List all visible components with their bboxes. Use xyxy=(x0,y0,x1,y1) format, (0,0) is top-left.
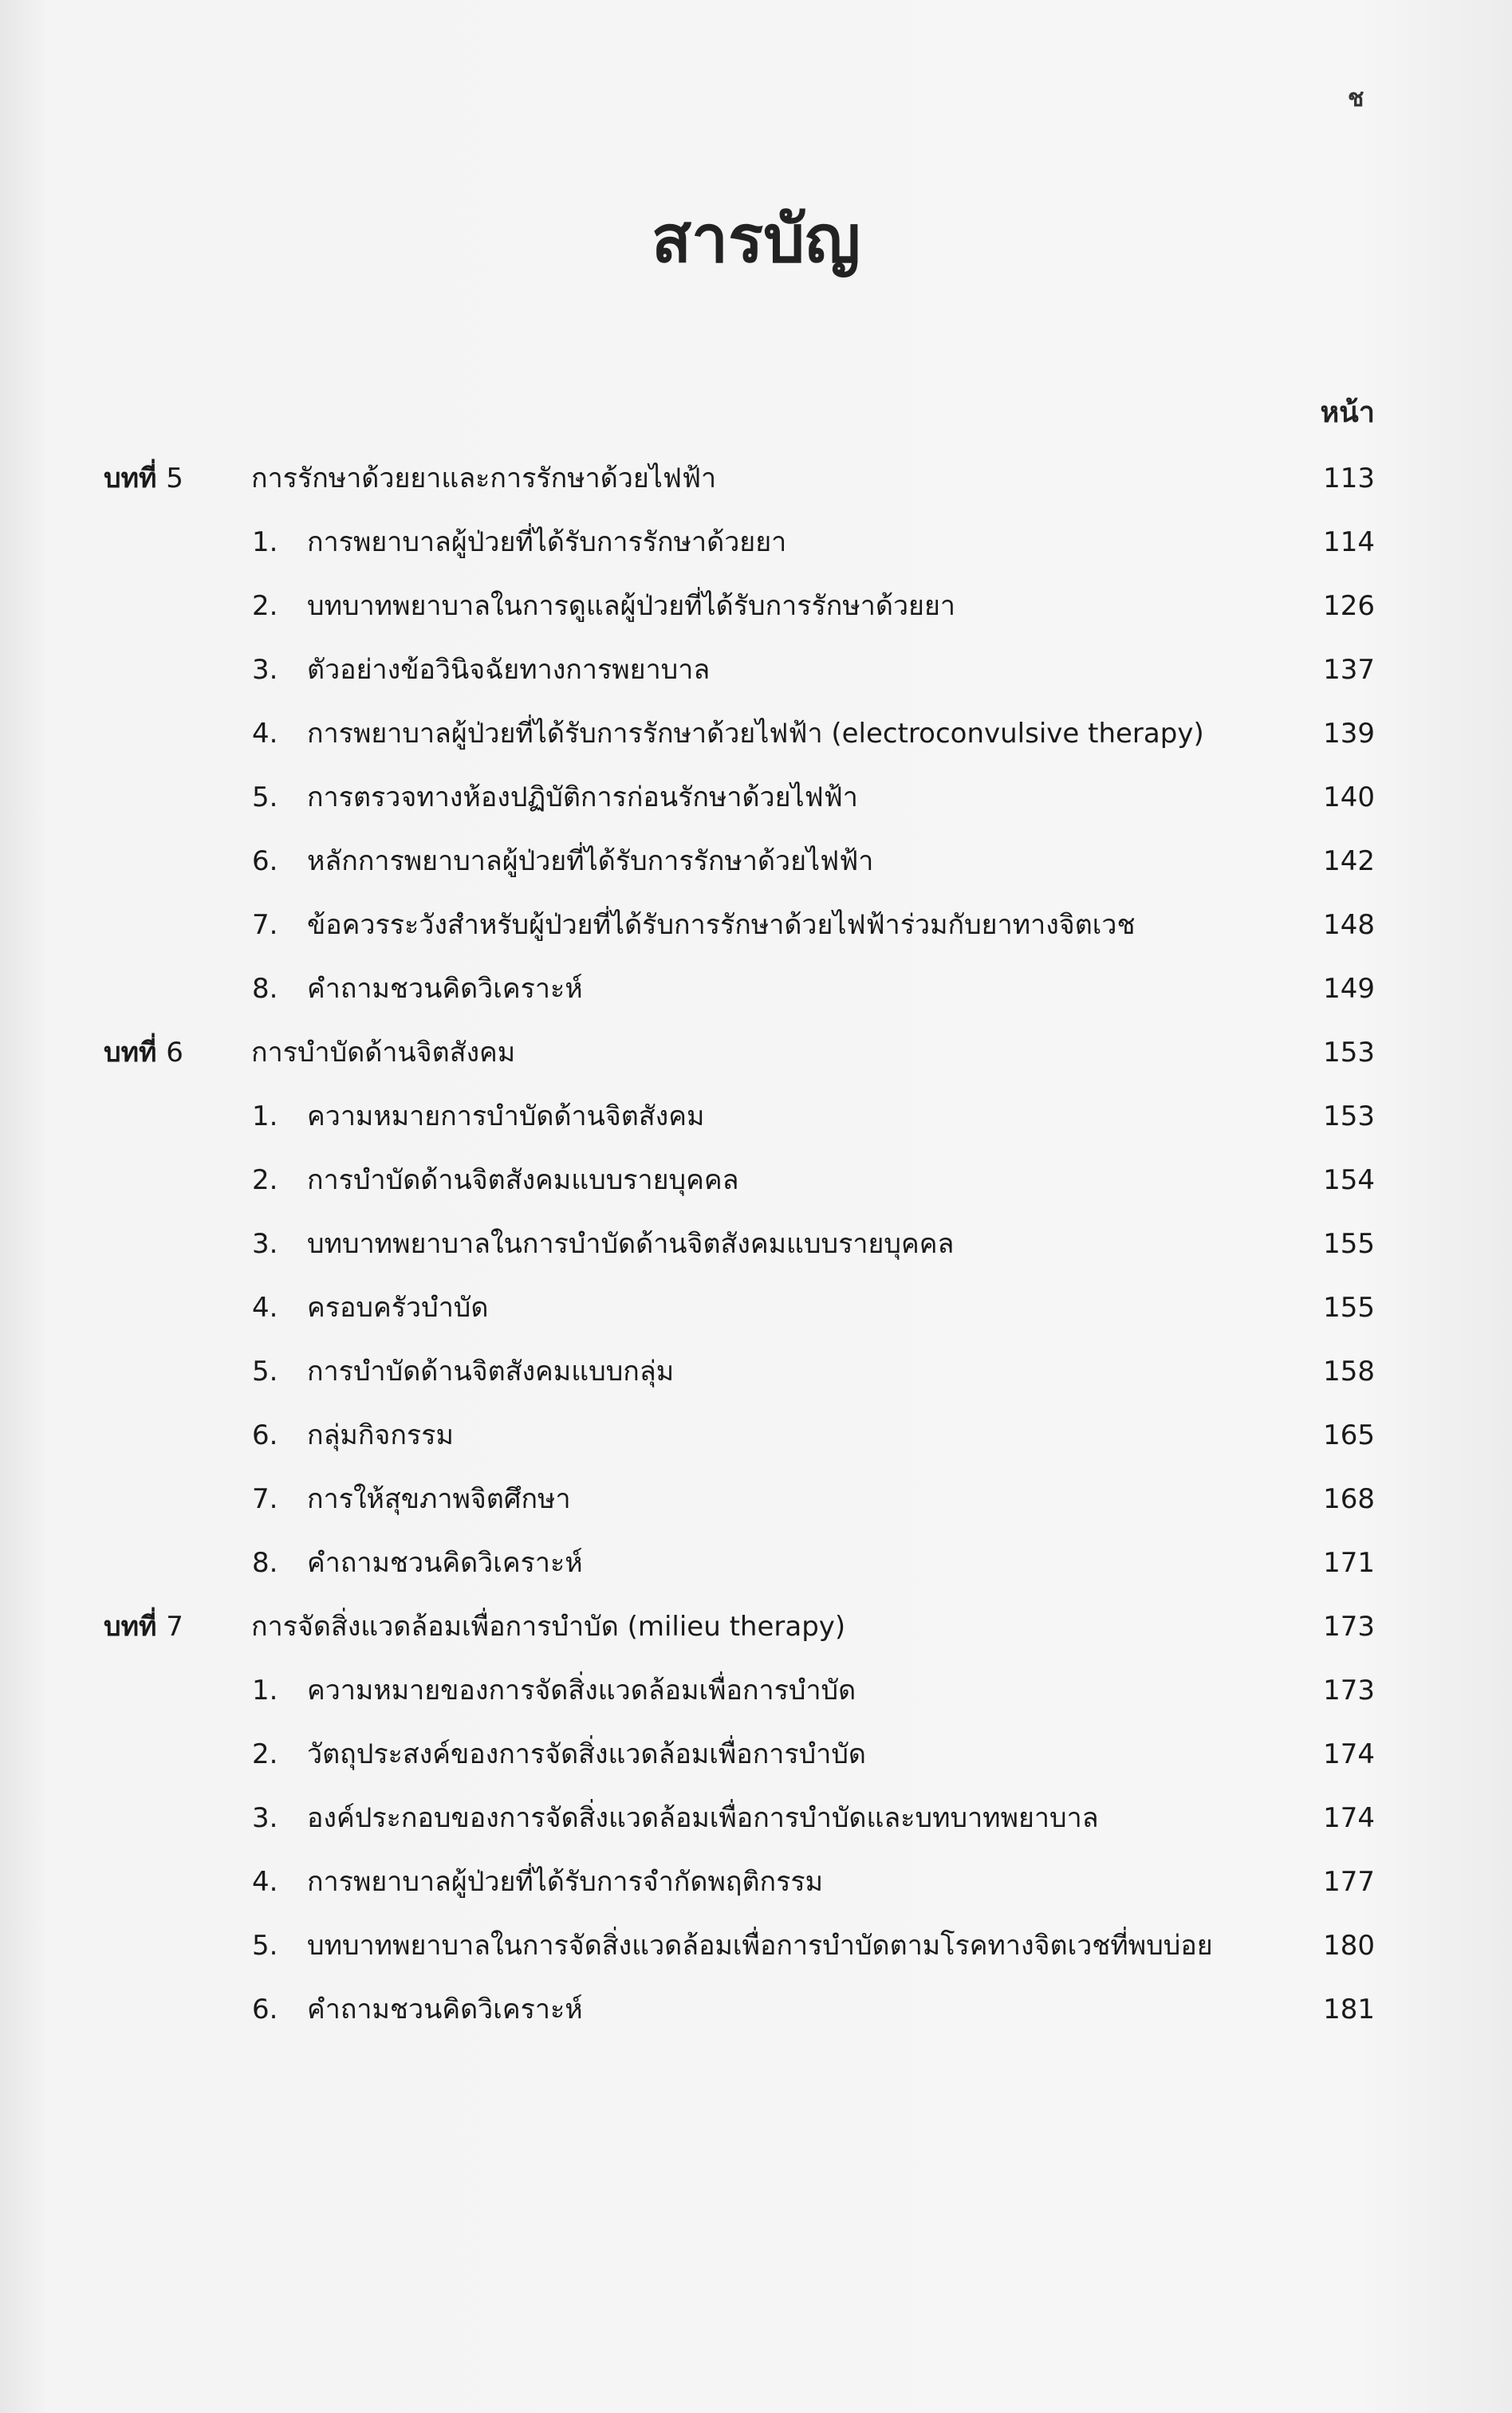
item-title: การบำบัดด้านจิตสังคมแบบกลุ่ม xyxy=(307,1356,675,1388)
item-title: ตัวอย่างข้อวินิจฉัยทางการพยาบาล xyxy=(307,654,711,686)
item-title: หลักการพยาบาลผู้ป่วยที่ได้รับการรักษาด้วยไฟฟ้า xyxy=(307,845,874,877)
item-number: 4. xyxy=(252,1866,278,1898)
chapter-label xyxy=(104,1021,247,1084)
page-number: 171 xyxy=(1323,1547,1375,1579)
toc-item-row xyxy=(0,766,1512,829)
item-title: การตรวจทางห้องปฏิบัติการก่อนรักษาด้วยไฟฟ้า xyxy=(307,781,858,813)
page-number: 149 xyxy=(1323,973,1375,1005)
page-number: 177 xyxy=(1323,1866,1375,1898)
item-number: 3. xyxy=(252,1228,278,1260)
page-number: 126 xyxy=(1323,590,1375,622)
item-title: กลุ่มกิจกรรม xyxy=(307,1419,454,1451)
item-number: 2. xyxy=(252,1164,278,1196)
page-number: 168 xyxy=(1323,1483,1375,1515)
page-number: 139 xyxy=(1323,718,1375,750)
item-number: 6. xyxy=(252,1419,278,1451)
item-number: 5. xyxy=(252,1930,278,1962)
item-title: บทบาทพยาบาลในการจัดสิ่งแวดล้อมเพื่อการบำบัดตามโรคทางจิตเวชที่พบบ่อย xyxy=(307,1930,1213,1962)
toc-item-row xyxy=(0,1659,1512,1722)
item-number: 1. xyxy=(252,526,278,558)
page-column-header: หน้า xyxy=(1320,396,1375,429)
page-number: 153 xyxy=(1323,1037,1375,1069)
item-title: บทบาทพยาบาลในการบำบัดด้านจิตสังคมแบบรายบุคคล xyxy=(307,1228,955,1260)
toc-item-row xyxy=(0,1148,1512,1212)
item-number: 7. xyxy=(252,909,278,941)
chapter-label xyxy=(104,447,247,510)
toc-item-row xyxy=(0,1340,1512,1403)
toc-item-row xyxy=(0,574,1512,638)
item-number: 7. xyxy=(252,1483,278,1515)
page-title: สารบัญ xyxy=(651,202,861,278)
item-number: 4. xyxy=(252,718,278,750)
item-number: 6. xyxy=(252,845,278,877)
toc-item-row xyxy=(0,1084,1512,1148)
page-number: 153 xyxy=(1323,1100,1375,1132)
chapter-title: การบำบัดด้านจิตสังคม xyxy=(251,1037,516,1069)
page-marker: ช xyxy=(1348,85,1364,112)
page-number: 158 xyxy=(1323,1356,1375,1388)
item-number: 1. xyxy=(252,1100,278,1132)
item-title: บทบาทพยาบาลในการดูแลผู้ป่วยที่ได้รับการรักษาด้วยยา xyxy=(307,590,955,622)
item-title: การพยาบาลผู้ป่วยที่ได้รับการจำกัดพฤติกรรม xyxy=(307,1866,824,1898)
toc-item-row xyxy=(0,638,1512,702)
chapter-word: บทที่ xyxy=(104,1037,157,1069)
page-number: 142 xyxy=(1323,845,1375,877)
item-number: 2. xyxy=(252,590,278,622)
page-number: 114 xyxy=(1323,526,1375,558)
item-title: องค์ประกอบของการจัดสิ่งแวดล้อมเพื่อการบำบัดและบทบาทพยาบาล xyxy=(307,1802,1099,1834)
chapter-word: บทที่ xyxy=(104,463,157,494)
toc-item-row xyxy=(0,1212,1512,1276)
page-number: 173 xyxy=(1323,1611,1375,1643)
page-number: 165 xyxy=(1323,1419,1375,1451)
item-title: การให้สุขภาพจิตศึกษา xyxy=(307,1483,571,1515)
toc-item-row xyxy=(0,1978,1512,2041)
item-number: 3. xyxy=(252,654,278,686)
page-number: 174 xyxy=(1323,1738,1375,1770)
chapter-number: 5 xyxy=(166,463,183,494)
chapter-label xyxy=(104,1595,247,1659)
toc-item-row xyxy=(0,1403,1512,1467)
chapter-number: 7 xyxy=(166,1611,183,1643)
toc-item-row xyxy=(0,1850,1512,1914)
page-number: 174 xyxy=(1323,1802,1375,1834)
item-number: 8. xyxy=(252,973,278,1005)
toc-chapter-row xyxy=(0,1021,1512,1084)
toc-chapter-row xyxy=(0,447,1512,510)
page-number: 155 xyxy=(1323,1292,1375,1324)
toc-item-row xyxy=(0,1531,1512,1595)
item-title: การพยาบาลผู้ป่วยที่ได้รับการรักษาด้วยไฟฟ้า (electroconvulsive therapy) xyxy=(307,718,1204,750)
chapter-title: การรักษาด้วยยาและการรักษาด้วยไฟฟ้า xyxy=(251,463,717,494)
item-title: วัตถุประสงค์ของการจัดสิ่งแวดล้อมเพื่อการบำบัด xyxy=(307,1738,867,1770)
item-title: การบำบัดด้านจิตสังคมแบบรายบุคคล xyxy=(307,1164,739,1196)
item-number: 2. xyxy=(252,1738,278,1770)
item-number: 5. xyxy=(252,781,278,813)
page-number: 113 xyxy=(1323,463,1375,494)
page-number: 140 xyxy=(1323,781,1375,813)
chapter-title: การจัดสิ่งแวดล้อมเพื่อการบำบัด (milieu therapy) xyxy=(251,1611,846,1643)
item-title: คำถามชวนคิดวิเคราะห์ xyxy=(307,973,583,1005)
item-number: 4. xyxy=(252,1292,278,1324)
toc-item-row xyxy=(0,893,1512,957)
page-number: 173 xyxy=(1323,1675,1375,1706)
toc-item-row xyxy=(0,1467,1512,1531)
item-number: 6. xyxy=(252,1994,278,2025)
page-number: 180 xyxy=(1323,1930,1375,1962)
toc-item-row xyxy=(0,957,1512,1021)
item-title: คำถามชวนคิดวิเคราะห์ xyxy=(307,1994,583,2025)
page-number: 154 xyxy=(1323,1164,1375,1196)
item-title: คำถามชวนคิดวิเคราะห์ xyxy=(307,1547,583,1579)
page-number: 181 xyxy=(1323,1994,1375,2025)
page-number: 137 xyxy=(1323,654,1375,686)
page-number: 148 xyxy=(1323,909,1375,941)
item-title: การพยาบาลผู้ป่วยที่ได้รับการรักษาด้วยยา xyxy=(307,526,787,558)
toc-item-row xyxy=(0,1276,1512,1340)
toc-item-row xyxy=(0,702,1512,766)
page-number: 155 xyxy=(1323,1228,1375,1260)
item-title: ครอบครัวบำบัด xyxy=(307,1292,489,1324)
item-title: ความหมายการบำบัดด้านจิตสังคม xyxy=(307,1100,705,1132)
toc-item-row xyxy=(0,1786,1512,1850)
toc-item-row xyxy=(0,1914,1512,1978)
chapter-number: 6 xyxy=(166,1037,183,1069)
toc-item-row xyxy=(0,510,1512,574)
item-number: 5. xyxy=(252,1356,278,1388)
item-number: 1. xyxy=(252,1675,278,1706)
toc-item-row xyxy=(0,829,1512,893)
item-number: 3. xyxy=(252,1802,278,1834)
item-title: ข้อควรระวังสำหรับผู้ป่วยที่ได้รับการรักษาด้วยไฟฟ้าร่วมกับยาทางจิตเวช xyxy=(307,909,1136,941)
item-number: 8. xyxy=(252,1547,278,1579)
toc-item-row xyxy=(0,1722,1512,1786)
toc-chapter-row xyxy=(0,1595,1512,1659)
item-title: ความหมายของการจัดสิ่งแวดล้อมเพื่อการบำบัด xyxy=(307,1675,856,1706)
chapter-word: บทที่ xyxy=(104,1611,157,1643)
